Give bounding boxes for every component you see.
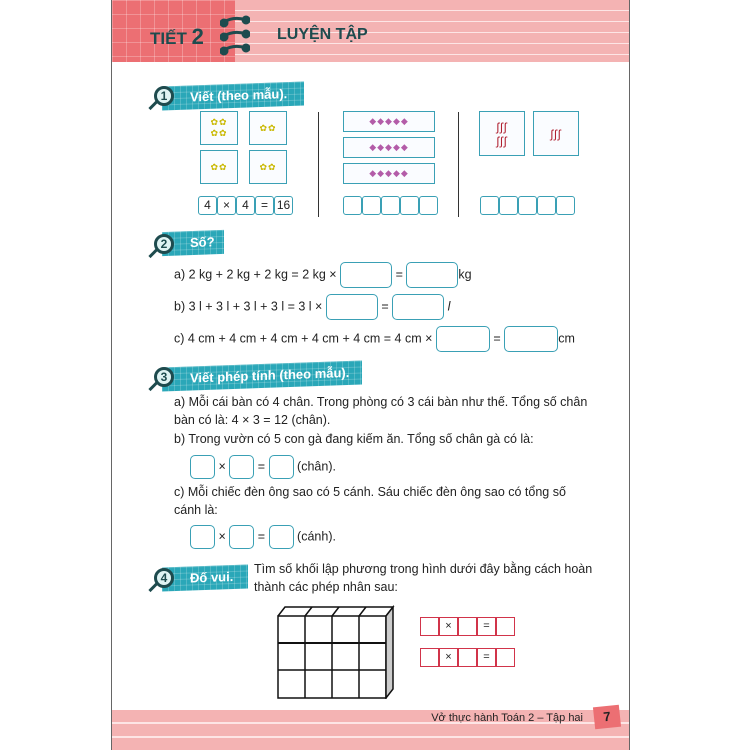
multiplication-row[interactable]	[420, 617, 515, 636]
exercise-3c-answer	[190, 525, 336, 549]
candy-row-picture: ◆◆◆◆◆	[343, 163, 435, 184]
exercise-3c-text: c) Mỗi chiếc đèn ông sao có 5 cánh. Sáu chiếc đèn ông sao có tổng số	[174, 485, 566, 499]
binder-ring-icon	[220, 14, 250, 56]
exercise-2-title: Số?	[162, 230, 224, 256]
cube-figure	[276, 604, 396, 699]
exercise-2c	[174, 326, 575, 352]
times-sign: ×	[439, 617, 458, 636]
cell: 4	[198, 196, 217, 215]
answer-box[interactable]	[190, 455, 215, 479]
answer-cell[interactable]	[420, 617, 439, 636]
text: =	[257, 529, 266, 544]
text: ×	[218, 529, 226, 544]
text: =	[395, 267, 403, 282]
exercise-3a-text: a) Mỗi cái bàn có 4 chân. Trong phòng có 3 cái bàn như thế. Tổng số chân	[174, 395, 588, 409]
lesson-number: 2	[191, 24, 204, 49]
candy-cane-picture: ʃʃʃ ʃʃʃ	[479, 111, 525, 156]
exercise-2b	[174, 294, 450, 320]
answer-box[interactable]	[436, 326, 490, 352]
exercise-3c-text: cánh là:	[174, 503, 218, 517]
page-number: 7	[593, 705, 621, 730]
exercise-3b-answer	[190, 455, 336, 479]
text: c) 4 cm + 4 cm + 4 cm + 4 cm + 4 cm = 4 cm ×	[174, 331, 433, 346]
exercise-1-title: Viết (theo mẫu).	[162, 82, 304, 111]
answer-cells[interactable]	[343, 196, 438, 215]
candy-row-picture: ◆◆◆◆◆	[343, 111, 435, 132]
answer-cell[interactable]	[480, 196, 499, 215]
workbook-page	[111, 0, 630, 750]
text: =	[493, 331, 501, 346]
answer-cell[interactable]	[458, 617, 477, 636]
lesson-label-text: TIẾT	[150, 29, 187, 48]
cell: 16	[274, 196, 293, 215]
candy-picture: ✿✿ ✿✿	[200, 111, 238, 145]
text: a) 2 kg + 2 kg + 2 kg = 2 kg ×	[174, 267, 337, 282]
answer-box[interactable]	[340, 262, 392, 288]
unit: (chân).	[297, 459, 336, 474]
exercise-4-text: thành các phép nhân sau:	[254, 580, 398, 594]
exercise-2a	[174, 262, 472, 288]
answer-box[interactable]	[406, 262, 458, 288]
exercise-4-title: Đố vui.	[162, 564, 248, 591]
exercise-1-number: 1	[154, 86, 174, 106]
answer-cell[interactable]	[496, 617, 515, 636]
answer-box[interactable]	[229, 525, 254, 549]
divider	[318, 112, 319, 217]
divider	[458, 112, 459, 217]
answer-cell[interactable]	[556, 196, 575, 215]
unit: (cánh).	[297, 529, 336, 544]
equals-sign: =	[477, 617, 496, 636]
candy-picture: ✿✿	[200, 150, 238, 184]
text: =	[381, 299, 389, 314]
answer-cell[interactable]	[537, 196, 556, 215]
lesson-label	[150, 24, 204, 50]
answer-box[interactable]	[504, 326, 558, 352]
unit: cm	[558, 331, 575, 346]
exercise-3a-text: bàn có là: 4 × 3 = 12 (chân).	[174, 413, 331, 427]
answer-box[interactable]	[392, 294, 444, 320]
answer-cell[interactable]	[499, 196, 518, 215]
cell: 4	[236, 196, 255, 215]
answer-box[interactable]	[326, 294, 378, 320]
multiplication-row[interactable]	[420, 648, 515, 667]
candy-row-picture: ◆◆◆◆◆	[343, 137, 435, 158]
exercise-3-title: Viết phép tính (theo mẫu).	[162, 361, 362, 392]
unit: kg	[458, 267, 472, 282]
exercise-2-number: 2	[154, 234, 174, 254]
answer-cell[interactable]	[400, 196, 419, 215]
answer-box[interactable]	[229, 455, 254, 479]
answer-cell[interactable]	[420, 648, 439, 667]
answer-cell[interactable]	[343, 196, 362, 215]
answer-box[interactable]	[190, 525, 215, 549]
times-sign: ×	[439, 648, 458, 667]
exercise-4-number: 4	[154, 568, 174, 588]
answer-cell[interactable]	[362, 196, 381, 215]
text: b) 3 l + 3 l + 3 l + 3 l = 3 l ×	[174, 299, 323, 314]
book-title: Vở thực hành Toán 2 – Tập hai	[431, 712, 583, 724]
answer-cell[interactable]	[381, 196, 400, 215]
page-title: LUYỆN TẬP	[277, 26, 368, 43]
unit: l	[447, 299, 451, 314]
answer-box[interactable]	[269, 455, 294, 479]
answer-cell[interactable]	[419, 196, 438, 215]
answer-cell[interactable]	[496, 648, 515, 667]
sample-equation	[198, 196, 293, 215]
exercise-3b-text: b) Trong vườn có 5 con gà đang kiếm ăn. Tổng số chân gà có là:	[174, 432, 534, 446]
exercise-3-number: 3	[154, 367, 174, 387]
cell: ×	[217, 196, 236, 215]
answer-cells[interactable]	[480, 196, 575, 215]
equals-sign: =	[477, 648, 496, 667]
text: ×	[218, 459, 226, 474]
answer-cell[interactable]	[458, 648, 477, 667]
text: =	[257, 459, 266, 474]
answer-cell[interactable]	[518, 196, 537, 215]
candy-picture: ✿✿	[249, 111, 287, 145]
candy-cane-picture: ʃʃʃ	[533, 111, 579, 156]
candy-picture: ✿✿	[249, 150, 287, 184]
cell: =	[255, 196, 274, 215]
answer-box[interactable]	[269, 525, 294, 549]
exercise-4-text: Tìm số khối lập phương trong hình dưới đây bằng cách hoàn	[254, 562, 593, 576]
